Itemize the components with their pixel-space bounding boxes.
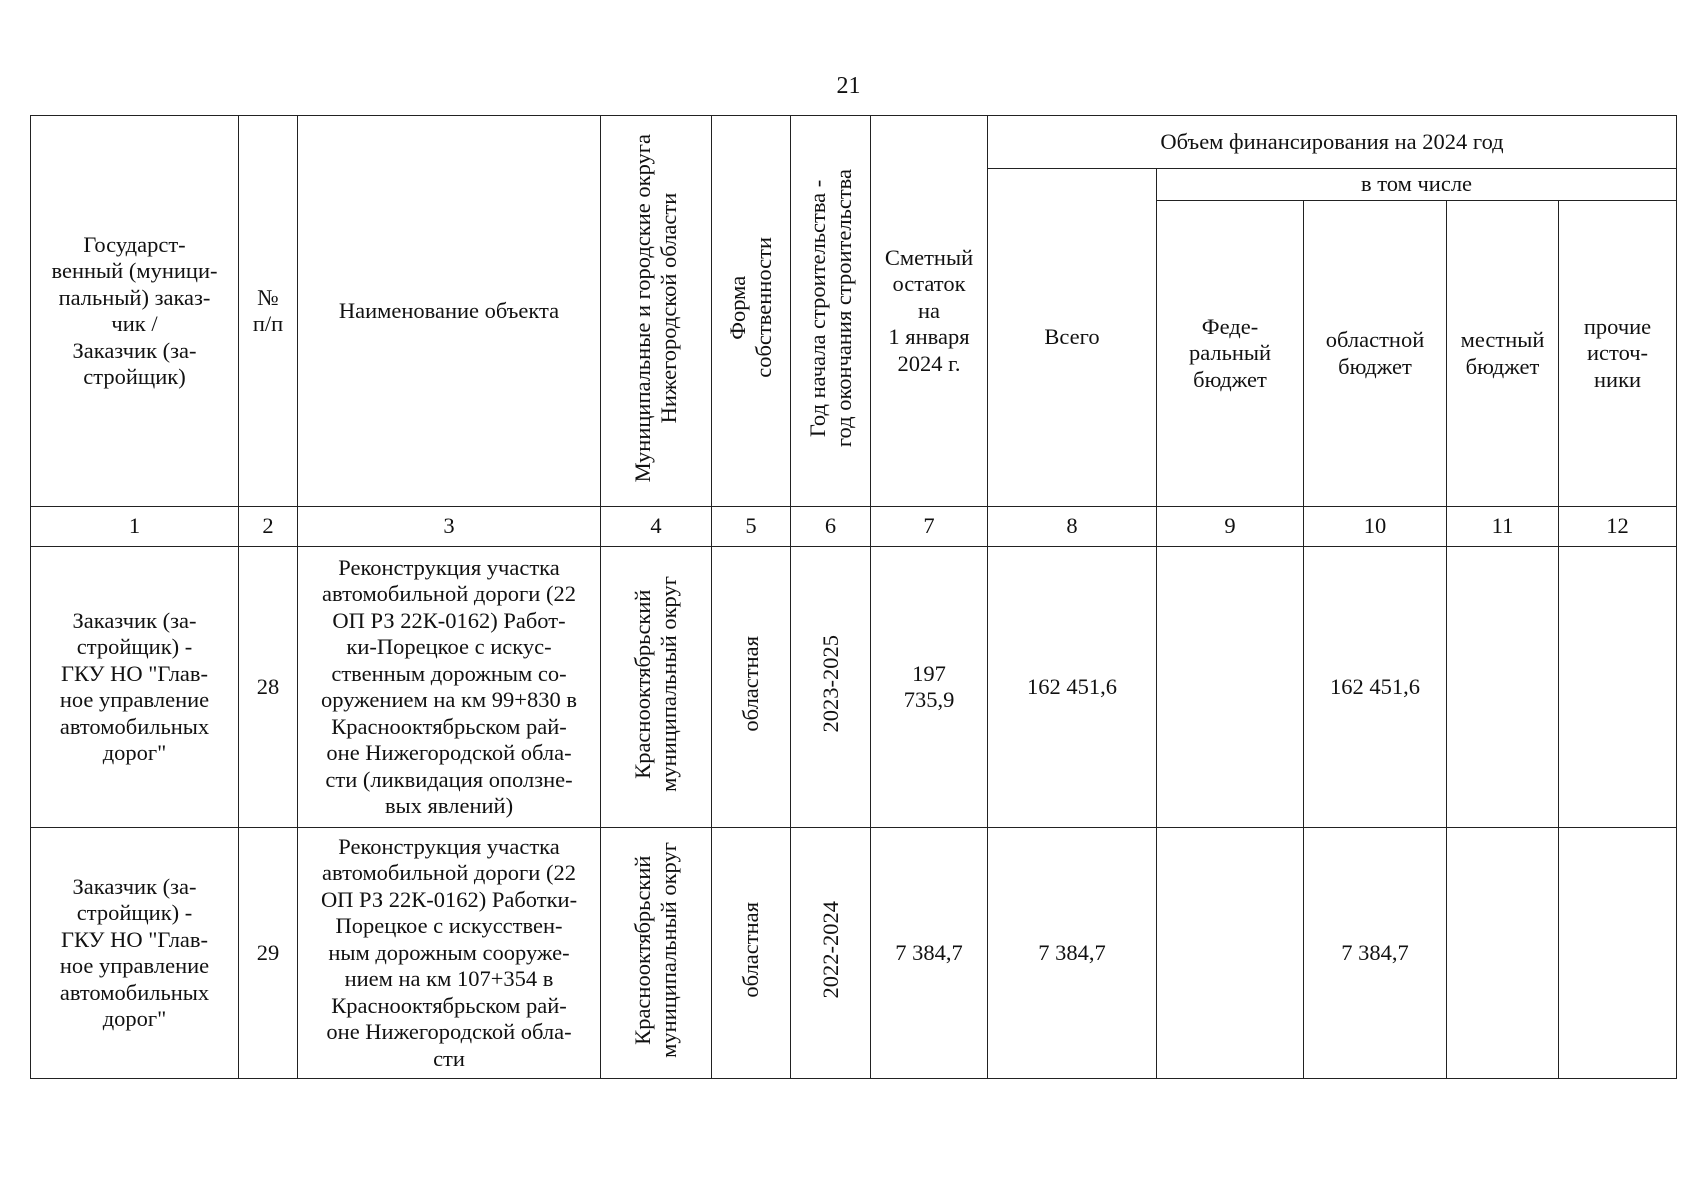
header-ownership-cell (712, 116, 791, 507)
header-federal: Феде- ральный бюджет (1157, 201, 1304, 507)
row-municipality-cell (601, 547, 712, 828)
row-total: 162 451,6 (988, 547, 1157, 828)
row-customer: Заказчик (за- стройщик) - ГКУ НО "Глав- ное управление автомобильных дорог" (31, 828, 239, 1079)
row-years: 2023-2025 (817, 635, 843, 733)
row-customer: Заказчик (за- стройщик) - ГКУ НО "Глав- ное управление автомобильных дорог" (31, 547, 239, 828)
row-ownership-cell (712, 547, 791, 828)
row-estimate: 197 735,9 (871, 547, 988, 828)
header-funding-title: Объем финансирования на 2024 год (988, 116, 1677, 169)
row-municipality-cell (601, 828, 712, 1079)
header-municipality-cell (601, 116, 712, 507)
column-number: 2 (239, 507, 298, 547)
row-years-cell (791, 547, 871, 828)
header-local: местный бюджет (1447, 201, 1559, 507)
header-estimate: Сметный остаток на 1 января 2024 г. (871, 116, 988, 507)
row-regional: 7 384,7 (1304, 828, 1447, 1079)
row-years-cell (791, 828, 871, 1079)
header-municipality: Муниципальные и городские округа Нижегородской области (630, 133, 681, 482)
row-other (1559, 828, 1677, 1079)
row-num: 28 (239, 547, 298, 828)
page-number: 21 (836, 73, 861, 99)
row-local (1447, 828, 1559, 1079)
row-federal (1157, 547, 1304, 828)
row-municipality: Краснооктябрьский муниципальный округ (630, 575, 681, 792)
row-municipality: Краснооктябрьский муниципальный округ (630, 841, 681, 1058)
header-row-1 (31, 116, 1677, 169)
row-object: Реконструкция участка автомобильной дороги (22 ОП РЗ 22К-0162) Работки- Порецкое с искусствен- ным дорожным сооруже- нием на км 107+354 в Краснооктябрьском рай- оне Нижегородской обла- сти (298, 828, 601, 1079)
column-number: 12 (1559, 507, 1677, 547)
column-number: 10 (1304, 507, 1447, 547)
column-number: 7 (871, 507, 988, 547)
header-ownership: Форма собственности (725, 237, 776, 379)
table-row (31, 547, 1677, 828)
row-ownership: областная (738, 635, 763, 732)
header-including: в том числе (1157, 169, 1677, 201)
column-number: 5 (712, 507, 791, 547)
row-federal (1157, 828, 1304, 1079)
header-years-cell (791, 116, 871, 507)
row-local (1447, 547, 1559, 828)
header-object-name: Наименование объекта (298, 116, 601, 507)
header-num: № п/п (239, 116, 298, 507)
column-number: 9 (1157, 507, 1304, 547)
column-number: 1 (31, 507, 239, 547)
header-regional: областной бюджет (1304, 201, 1447, 507)
row-regional: 162 451,6 (1304, 547, 1447, 828)
row-years: 2022-2024 (817, 901, 843, 999)
row-other (1559, 547, 1677, 828)
column-number: 11 (1447, 507, 1559, 547)
row-ownership: областная (738, 901, 763, 998)
row-estimate: 7 384,7 (871, 828, 988, 1079)
column-number: 4 (601, 507, 712, 547)
row-total: 7 384,7 (988, 828, 1157, 1079)
header-total: Всего (988, 169, 1157, 507)
column-number-row (31, 507, 1677, 547)
financing-table (30, 115, 1677, 1079)
table-row (31, 828, 1677, 1079)
header-years: Год начала строительства - год окончания строительства (804, 168, 856, 447)
column-number: 8 (988, 507, 1157, 547)
column-number: 3 (298, 507, 601, 547)
row-object: Реконструкция участка автомобильной дороги (22 ОП РЗ 22К-0162) Работ- ки-Порецкое с искус- ственным дорожным со- оружением на км 99+830 в Краснооктябрьском рай- оне Нижегородской обла- сти (ликвидация оползне- вых явлений) (298, 547, 601, 828)
row-num: 29 (239, 828, 298, 1079)
header-customer: Государст- венный (муници- пальный) заказ- чик / Заказчик (за- стройщик) (31, 116, 239, 507)
column-number: 6 (791, 507, 871, 547)
header-other: прочие источ- ники (1559, 201, 1677, 507)
row-ownership-cell (712, 828, 791, 1079)
